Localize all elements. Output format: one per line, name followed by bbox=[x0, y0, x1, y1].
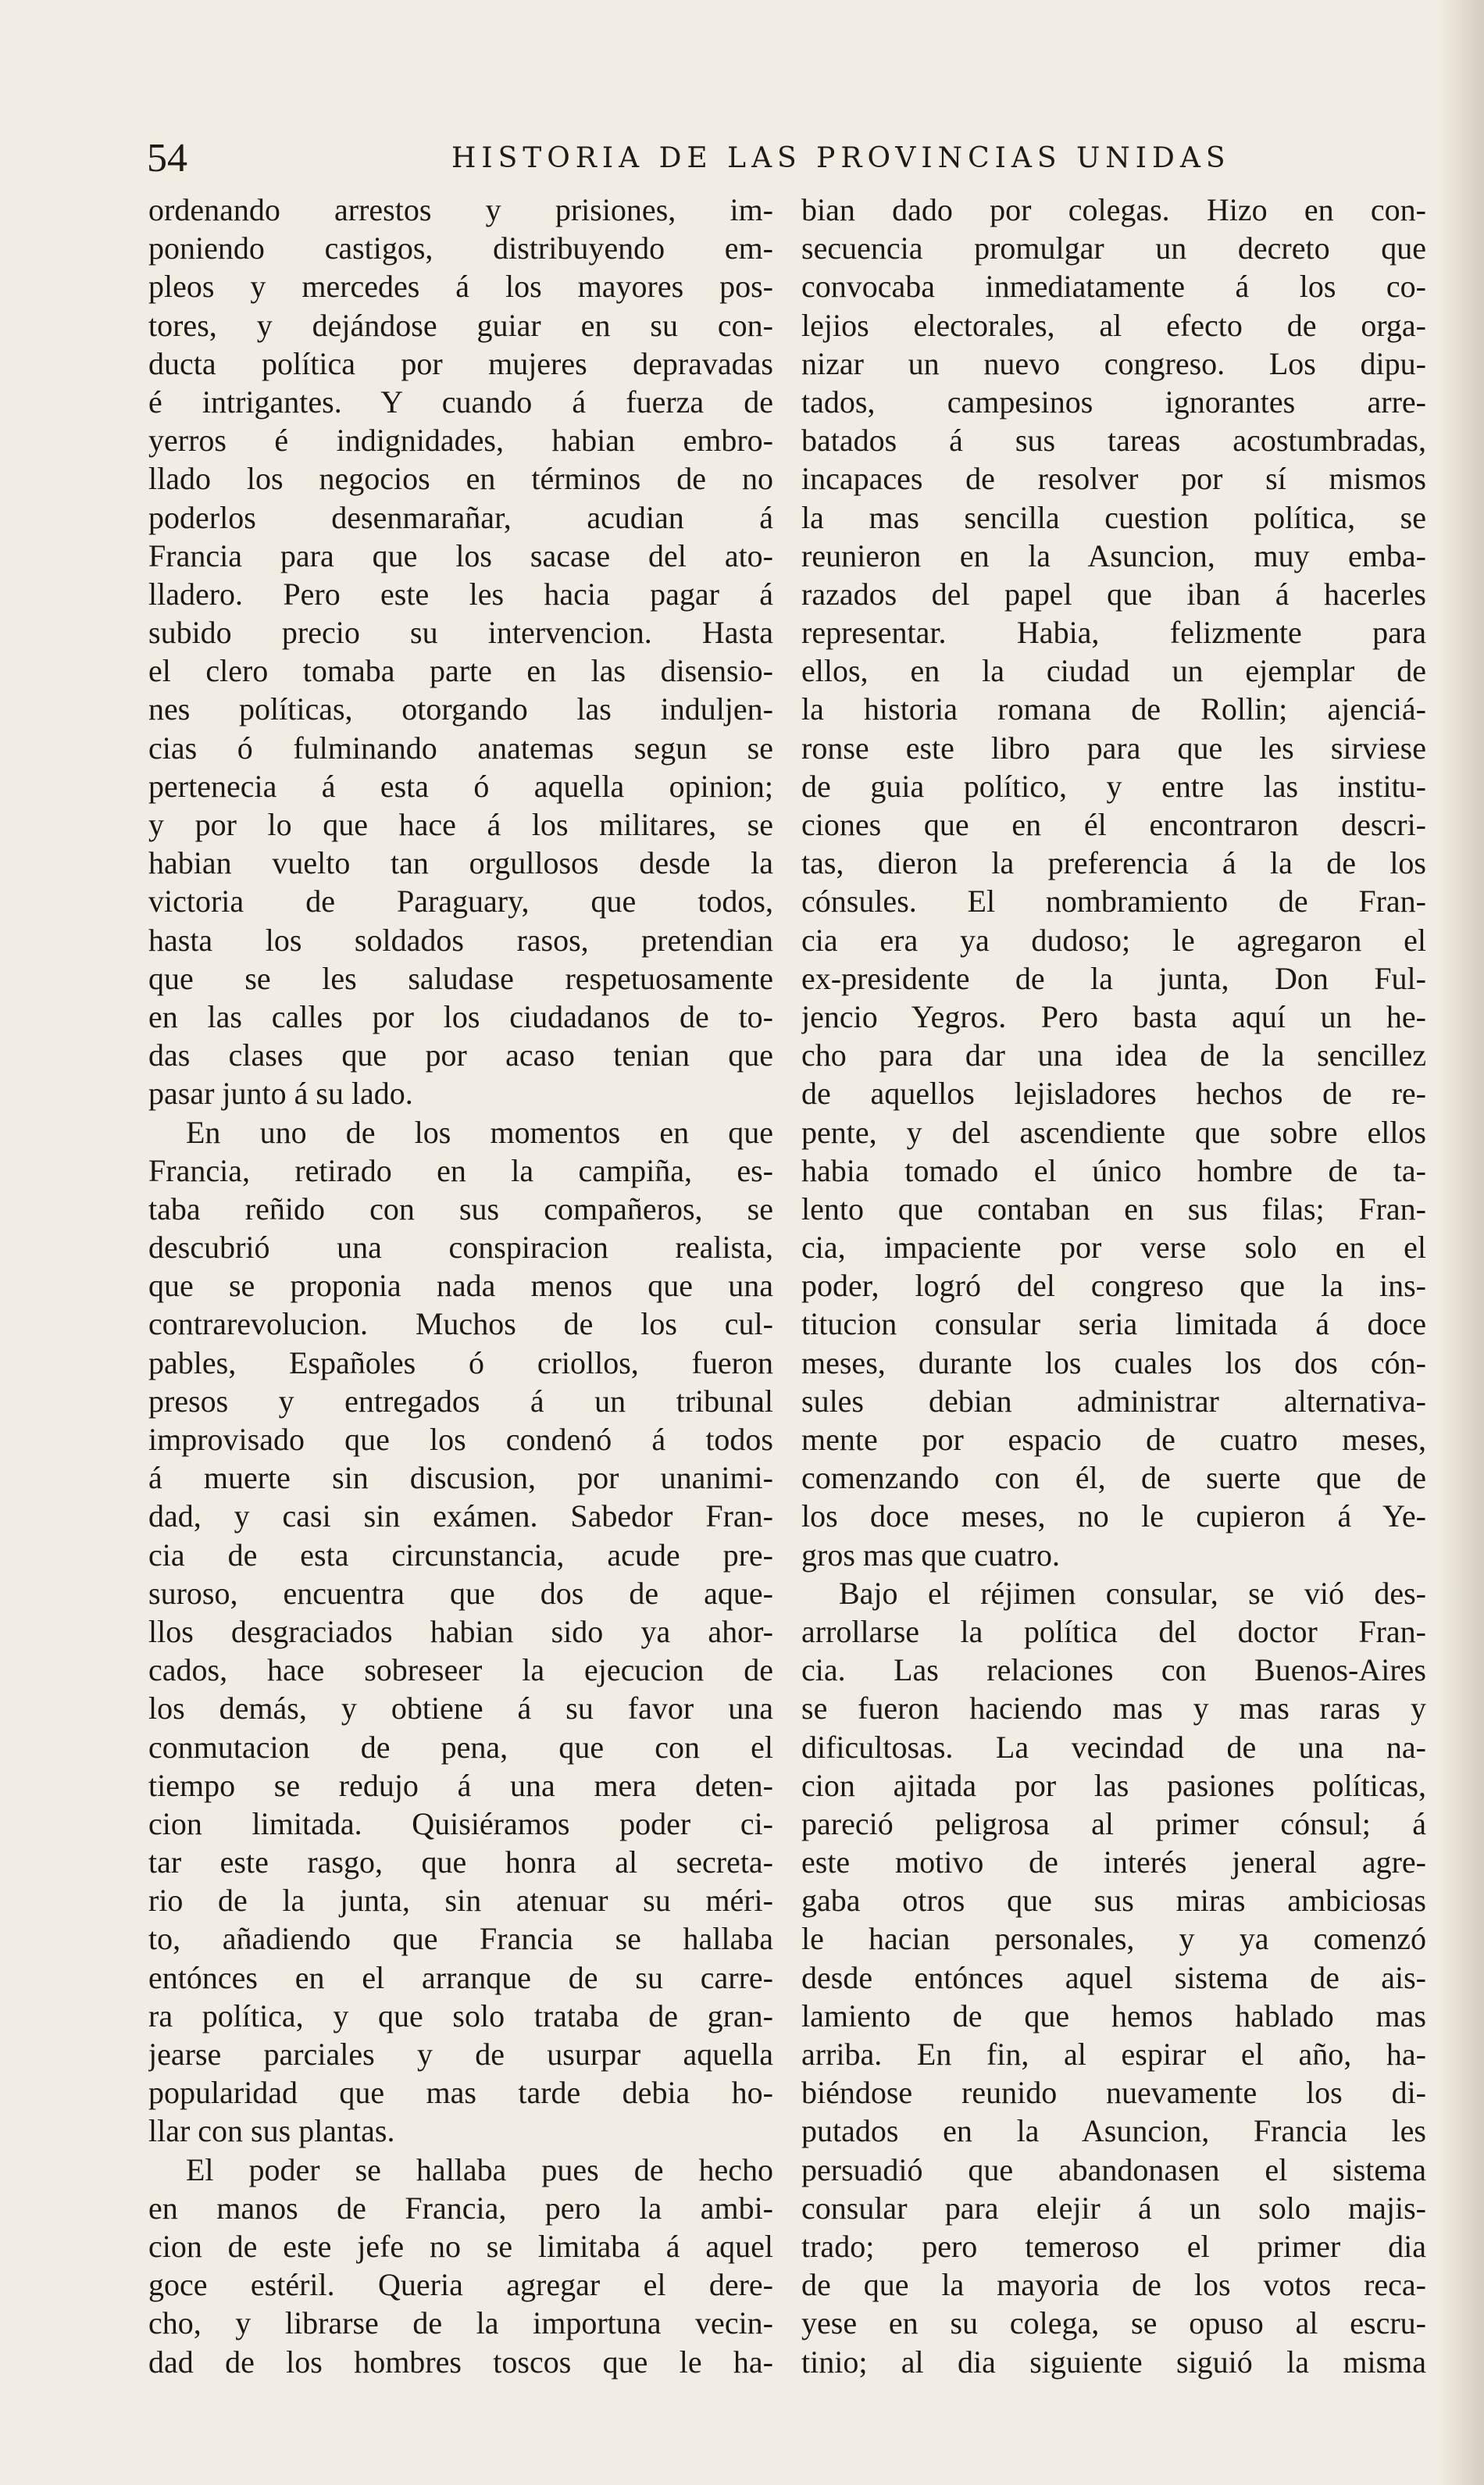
text-line: dificultosas. La vecindad de una na- bbox=[801, 1729, 1426, 1765]
text-line: razados del papel que iban á hacerles bbox=[801, 576, 1426, 612]
text-line: lamiento de que hemos hablado mas bbox=[801, 1998, 1426, 2033]
text-line: ex-presidente de la junta, Don Ful- bbox=[801, 960, 1426, 996]
text-line: hasta los soldados rasos, pretendian bbox=[148, 922, 773, 958]
text-line: llos desgraciados habian sido ya ahor- bbox=[148, 1613, 773, 1649]
text-line: cion limitada. Quisiéramos poder ci- bbox=[148, 1805, 773, 1841]
text-line: dad de los hombres toscos que le ha- bbox=[148, 2344, 773, 2380]
text-line: habian vuelto tan orgullosos desde la bbox=[148, 845, 773, 881]
text-line: trado; pero temeroso el primer dia bbox=[801, 2228, 1426, 2264]
text-line: de que la mayoria de los votos reca- bbox=[801, 2267, 1426, 2303]
left-text-column bbox=[148, 191, 773, 2381]
text-line: poniendo castigos, distribuyendo em- bbox=[148, 230, 773, 266]
text-line: entónces en el arranque de su carre- bbox=[148, 1959, 773, 1995]
text-line: en las calles por los ciudadanos de to- bbox=[148, 998, 773, 1034]
text-line: victoria de Paraguary, que todos, bbox=[148, 884, 773, 919]
text-line: bian dado por colegas. Hizo en con- bbox=[801, 192, 1426, 227]
text-line: pente, y del ascendiente que sobre ellos bbox=[801, 1114, 1426, 1150]
text-line: En uno de los momentos en que bbox=[186, 1114, 773, 1150]
text-line: descubrió una conspiracion realista, bbox=[148, 1230, 773, 1266]
text-line: dad, y casi sin exámen. Sabedor Fran- bbox=[148, 1498, 773, 1534]
text-line: los doce meses, no le cupieron á Ye- bbox=[801, 1498, 1426, 1534]
text-line: convocaba inmediatamente á los co- bbox=[801, 269, 1426, 305]
text-line: putados en la Asuncion, Francia les bbox=[801, 2113, 1426, 2149]
text-line: este motivo de interés jeneral agre- bbox=[801, 1844, 1426, 1880]
text-line: cónsules. El nombramiento de Fran- bbox=[801, 884, 1426, 919]
text-line: poder, logró del congreso que la ins- bbox=[801, 1268, 1426, 1304]
text-line: secuencia promulgar un decreto que bbox=[801, 230, 1426, 266]
running-title: HISTORIA DE LAS PROVINCIAS UNIDAS bbox=[451, 142, 1231, 174]
text-line: tores, y dejándose guiar en su con- bbox=[148, 307, 773, 343]
text-line: ellos, en la ciudad un ejemplar de bbox=[801, 653, 1426, 689]
text-line: representar. Habia, felizmente para bbox=[801, 615, 1426, 651]
text-line: tar este rasgo, que honra al secreta- bbox=[148, 1844, 773, 1880]
text-line: cia, impaciente por verse solo en el bbox=[801, 1230, 1426, 1266]
text-line: das clases que por acaso tenian que bbox=[148, 1037, 773, 1073]
text-line: Bajo el réjimen consular, se vió des- bbox=[839, 1575, 1426, 1611]
text-line: suroso, encuentra que dos de aque- bbox=[148, 1575, 773, 1611]
text-line: pertenecia á esta ó aquella opinion; bbox=[148, 768, 773, 804]
text-line: batados á sus tareas acostumbradas, bbox=[801, 423, 1426, 459]
text-line: comenzando con él, de suerte que de bbox=[801, 1460, 1426, 1496]
text-line: reunieron en la Asuncion, muy emba- bbox=[801, 537, 1426, 573]
text-line: rio de la junta, sin atenuar su méri- bbox=[148, 1883, 773, 1919]
text-line: á muerte sin discusion, por unanimi- bbox=[148, 1460, 773, 1496]
text-line: yese en su colega, se opuso al escru- bbox=[801, 2305, 1426, 2341]
text-line: cia era ya dudoso; le agregaron el bbox=[801, 922, 1426, 958]
text-line: conmutacion de pena, que con el bbox=[148, 1729, 773, 1765]
text-line: cho, y librarse de la importuna vecin- bbox=[148, 2305, 773, 2341]
text-line: habia tomado el único hombre de ta- bbox=[801, 1152, 1426, 1188]
text-line: desde entónces aquel sistema de ais- bbox=[801, 1959, 1426, 1995]
text-line: cia de esta circunstancia, acude pre- bbox=[148, 1537, 773, 1573]
text-line: incapaces de resolver por sí mismos bbox=[801, 461, 1426, 497]
text-line: tados, campesinos ignorantes arre- bbox=[801, 384, 1426, 420]
text-line: pleos y mercedes á los mayores pos- bbox=[148, 269, 773, 305]
text-line: to, añadiendo que Francia se hallaba bbox=[148, 1921, 773, 1957]
text-line: cados, hace sobreseer la ejecucion de bbox=[148, 1652, 773, 1688]
text-line: tinio; al dia siguiente siguió la misma bbox=[801, 2344, 1426, 2380]
text-line: cia. Las relaciones con Buenos-Aires bbox=[801, 1652, 1426, 1688]
text-line: Francia para que los sacase del ato- bbox=[148, 537, 773, 573]
text-line: popularidad que mas tarde debia ho- bbox=[148, 2075, 773, 2111]
text-line: arriba. En fin, al espirar el año, ha- bbox=[801, 2037, 1426, 2072]
text-line: subido precio su intervencion. Hasta bbox=[148, 615, 773, 651]
text-line: nes políticas, otorgando las induljen- bbox=[148, 691, 773, 727]
text-line: en manos de Francia, pero la ambi- bbox=[148, 2190, 773, 2226]
text-line: improvisado que los condenó á todos bbox=[148, 1422, 773, 1457]
text-line: El poder se hallaba pues de hecho bbox=[186, 2151, 773, 2187]
text-line: poderlos desenmarañar, acudian á bbox=[148, 499, 773, 535]
text-line: que se les saludase respetuosamente bbox=[148, 960, 773, 996]
text-line: gaba otros que sus miras ambiciosas bbox=[801, 1883, 1426, 1919]
text-line: contrarevolucion. Muchos de los cul- bbox=[148, 1306, 773, 1342]
text-line: presos y entregados á un tribunal bbox=[148, 1383, 773, 1419]
text-line: de aquellos lejisladores hechos de re- bbox=[801, 1076, 1426, 1112]
text-line: se fueron haciendo mas y mas raras y bbox=[801, 1691, 1426, 1726]
text-line: llar con sus plantas. bbox=[148, 2113, 395, 2149]
text-line: lento que contaban en sus filas; Fran- bbox=[801, 1191, 1426, 1226]
right-text-column bbox=[801, 191, 1426, 2381]
text-line: cion ajitada por las pasiones políticas, bbox=[801, 1767, 1426, 1803]
text-line: de guia político, y entre las institu- bbox=[801, 768, 1426, 804]
text-line: el clero tomaba parte en las disensio- bbox=[148, 653, 773, 689]
text-line: tiempo se redujo á una mera deten- bbox=[148, 1767, 773, 1803]
text-line: Francia, retirado en la campiña, es- bbox=[148, 1152, 773, 1188]
text-line: la mas sencilla cuestion política, se bbox=[801, 499, 1426, 535]
text-line: ducta política por mujeres depravadas bbox=[148, 345, 773, 381]
text-line: lladero. Pero este les hacia pagar á bbox=[148, 576, 773, 612]
text-line: cho para dar una idea de la sencillez bbox=[801, 1037, 1426, 1073]
page-header bbox=[147, 131, 1428, 186]
text-line: los demás, y obtiene á su favor una bbox=[148, 1691, 773, 1726]
text-line: nizar un nuevo congreso. Los dipu- bbox=[801, 345, 1426, 381]
text-line: llado los negocios en términos de no bbox=[148, 461, 773, 497]
text-line: jearse parciales y de usurpar aquella bbox=[148, 2037, 773, 2072]
text-line: pasar junto á su lado. bbox=[148, 1076, 413, 1112]
text-line: titucion consular seria limitada á doce bbox=[801, 1306, 1426, 1342]
text-line: consular para elejir á un solo majis- bbox=[801, 2190, 1426, 2226]
text-line: meses, durante los cuales los dos cón- bbox=[801, 1344, 1426, 1380]
text-line: sules debian administrar alternativa- bbox=[801, 1383, 1426, 1419]
text-line: ordenando arrestos y prisiones, im- bbox=[148, 192, 773, 227]
page-number: 54 bbox=[147, 136, 187, 180]
text-line: lejios electorales, al efecto de orga- bbox=[801, 307, 1426, 343]
text-line: pareció peligrosa al primer cónsul; á bbox=[801, 1805, 1426, 1841]
text-line: é intrigantes. Y cuando á fuerza de bbox=[148, 384, 773, 420]
text-line: y por lo que hace á los militares, se bbox=[148, 807, 773, 842]
text-line: tas, dieron la preferencia á la de los bbox=[801, 845, 1426, 881]
text-line: pables, Españoles ó criollos, fueron bbox=[148, 1344, 773, 1380]
text-line: yerros é indignidades, habian embro- bbox=[148, 423, 773, 459]
text-line: gros mas que cuatro. bbox=[801, 1537, 1061, 1573]
text-line: le hacian personales, y ya comenzó bbox=[801, 1921, 1426, 1957]
text-line: ronse este libro para que les sirviese bbox=[801, 730, 1426, 766]
page-gutter-shadow bbox=[1437, 0, 1484, 2485]
text-line: cias ó fulminando anatemas segun se bbox=[148, 730, 773, 766]
text-line: arrollarse la política del doctor Fran- bbox=[801, 1613, 1426, 1649]
text-line: mente por espacio de cuatro meses, bbox=[801, 1422, 1426, 1457]
text-line: persuadió que abandonasen el sistema bbox=[801, 2151, 1426, 2187]
text-line: taba reñido con sus compañeros, se bbox=[148, 1191, 773, 1226]
text-line: ra política, y que solo trataba de gran- bbox=[148, 1998, 773, 2033]
text-line: que se proponia nada menos que una bbox=[148, 1268, 773, 1304]
text-line: ciones que en él encontraron descri- bbox=[801, 807, 1426, 842]
text-line: biéndose reunido nuevamente los di- bbox=[801, 2075, 1426, 2111]
text-line: la historia romana de Rollin; ajenciá- bbox=[801, 691, 1426, 727]
text-line: jencio Yegros. Pero basta aquí un he- bbox=[801, 998, 1426, 1034]
text-line: goce estéril. Queria agregar el dere- bbox=[148, 2267, 773, 2303]
text-line: cion de este jefe no se limitaba á aquel bbox=[148, 2228, 773, 2264]
